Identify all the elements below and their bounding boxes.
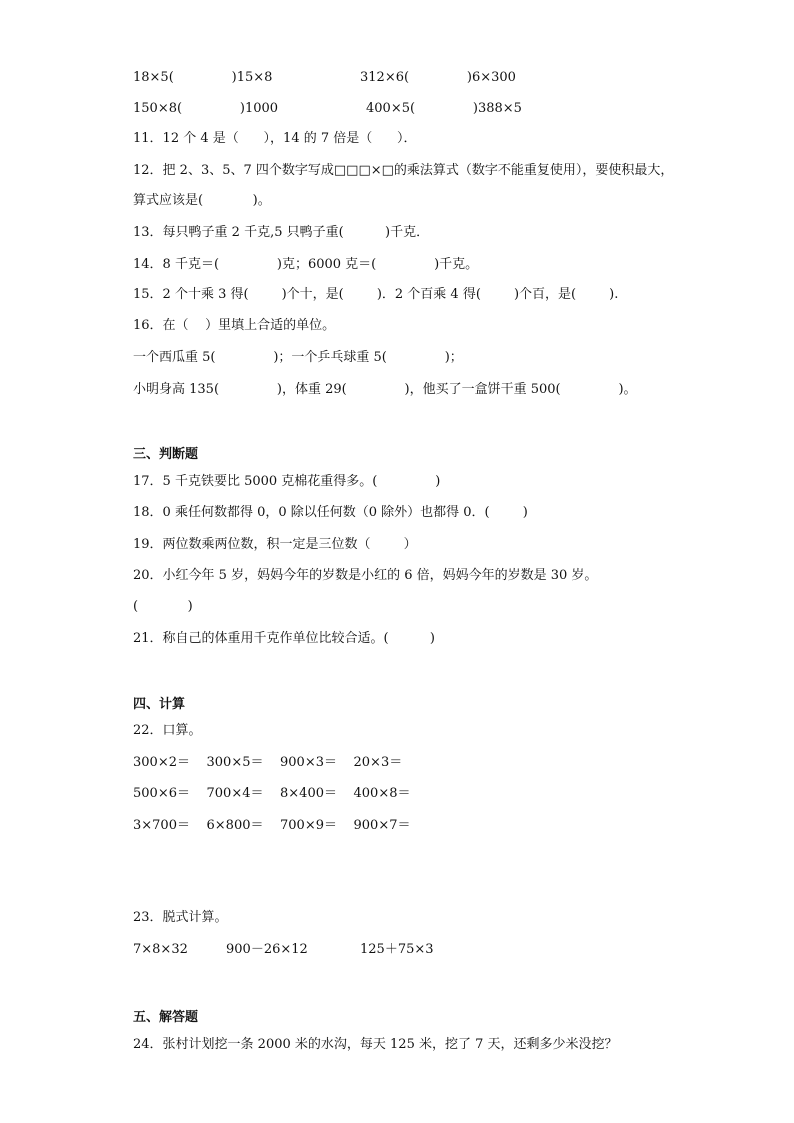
step-calc-3: 125＋75×3 (360, 942, 434, 957)
section-heading-word-problems: 五、解答题 (133, 1010, 199, 1025)
oral-row-2: 500×6＝ 700×4＝ 8×400＝ 400×8＝ (133, 786, 411, 801)
question-14: 14．8 千克＝( )克；6000 克＝( )千克。 (133, 257, 479, 272)
question-13: 13．每只鸭子重 2 千克,5 只鸭子重( )千克． (133, 225, 430, 240)
step-calc-2: 900－26×12 (226, 942, 308, 957)
oral-row-1: 300×2＝ 300×5＝ 900×3＝ 20×3＝ (133, 755, 403, 770)
compare-row2-left: 150×8( )1000 (133, 101, 279, 116)
question-12-line2: 算式应该是( )。 (133, 193, 271, 208)
section-heading-calculation: 四、计算 (133, 697, 186, 712)
question-21: 21．称自己的体重用千克作单位比较合适。( ) (133, 631, 436, 646)
question-20: 20．小红今年 5 岁，妈妈今年的岁数是小红的 6 倍，妈妈今年的岁数是 30 岁。 (133, 568, 598, 583)
question-20-paren: ( ) (133, 599, 193, 614)
question-23: 23．脱式计算。 (133, 910, 228, 925)
question-11: 11．12 个 4 是（ ），14 的 7 倍是（ ）． (133, 131, 417, 146)
question-12-line1: 12．把 2、3、5、7 四个数字写成□□□×□的乘法算式（数字不能重复使用），要使积最大， (133, 163, 674, 178)
question-16-line1: 一个西瓜重 5( )；一个乒乓球重 5( )； (133, 350, 463, 365)
step-calc-1: 7×8×32 (133, 942, 188, 957)
question-16: 16．在（ ）里填上合适的单位。 (133, 318, 336, 333)
compare-row2-right: 400×5( )388×5 (366, 101, 522, 116)
compare-row1-left: 18×5( )15×8 (133, 70, 273, 85)
question-22: 22．口算。 (133, 723, 202, 738)
question-17: 17．5 千克铁要比 5000 克棉花重得多。( ) (133, 474, 441, 489)
compare-row1-right: 312×6( )6×300 (360, 70, 516, 85)
question-16-line2: 小明身高 135( )，体重 29( )，他买了一盒饼干重 500( )。 (133, 382, 637, 397)
question-19: 19．两位数乘两位数，积一定是三位数（ ） (133, 537, 417, 552)
oral-row-3: 3×700＝ 6×800＝ 700×9＝ 900×7＝ (133, 818, 411, 833)
question-15: 15．2 个十乘 3 得( )个十，是( )．2 个百乘 4 得( )个百，是( ). (133, 287, 619, 302)
question-18: 18．0 乘任何数都得 0，0 除以任何数（0 除外）也都得 0．( ) (133, 505, 528, 520)
section-heading-judgement: 三、判断题 (133, 447, 199, 462)
question-24: 24．张村计划挖一条 2000 米的水沟，每天 125 米，挖了 7 天，还剩多少米没挖？ (133, 1037, 618, 1052)
